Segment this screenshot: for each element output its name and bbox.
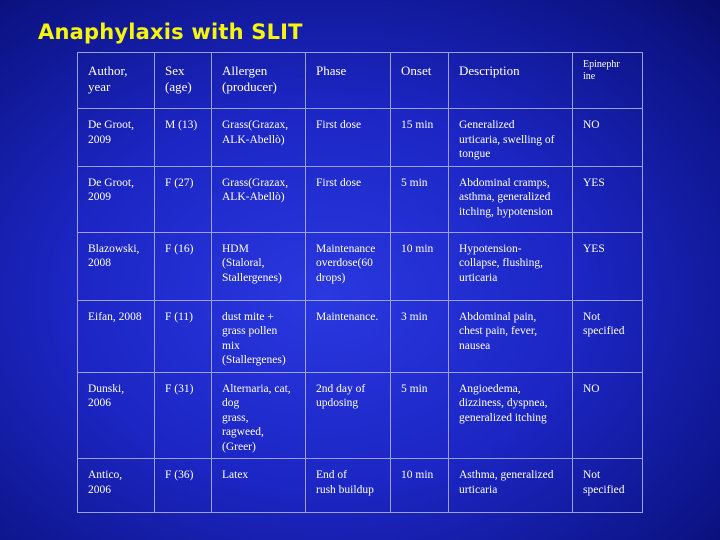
table-cell: Generalized urticaria, swelling of tongue <box>449 109 573 167</box>
table-cell: Hypotension- collapse, flushing, urticaria <box>449 232 573 300</box>
table-cell: 10 min <box>391 459 449 513</box>
header-cell: Epinephr ine <box>573 53 643 109</box>
table-cell: NO <box>573 109 643 167</box>
anaphylaxis-table <box>77 52 643 513</box>
header-cell: Sex (age) <box>155 53 212 109</box>
table-row <box>78 166 643 232</box>
table-cell: F (16) <box>155 232 212 300</box>
header-cell: Allergen (producer) <box>212 53 306 109</box>
table-cell: YES <box>573 232 643 300</box>
table-cell: Maintenance. <box>306 300 391 372</box>
table-cell: Asthma, generalized urticaria <box>449 459 573 513</box>
table-cell: De Groot, 2009 <box>78 109 155 167</box>
table-cell: Angioedema, dizziness, dyspnea, generalized itching <box>449 372 573 459</box>
table-cell: NO <box>573 372 643 459</box>
table-cell: Dunski, 2006 <box>78 372 155 459</box>
table-cell: F (27) <box>155 166 212 232</box>
table-row <box>78 459 643 513</box>
table-cell: Abdominal pain, chest pain, fever, nausea <box>449 300 573 372</box>
table-cell: Grass(Grazax, ALK-Abellò) <box>212 109 306 167</box>
table-cell: 10 min <box>391 232 449 300</box>
table-cell: Latex <box>212 459 306 513</box>
table-cell: Abdominal cramps, asthma, generalized itching, hypotension <box>449 166 573 232</box>
table-cell: dust mite + grass pollen mix (Stallergenes) <box>212 300 306 372</box>
table-cell: Grass(Grazax, ALK-Abellò) <box>212 166 306 232</box>
table-cell: 5 min <box>391 372 449 459</box>
table-cell: First dose <box>306 109 391 167</box>
table-cell: First dose <box>306 166 391 232</box>
table-cell: Not specified <box>573 300 643 372</box>
table-row <box>78 300 643 372</box>
table-cell: 2nd day of updosing <box>306 372 391 459</box>
table-cell: YES <box>573 166 643 232</box>
table-cell: Maintenance overdose(60 drops) <box>306 232 391 300</box>
table-cell: F (11) <box>155 300 212 372</box>
slide-title: Anaphylaxis with SLIT <box>38 20 303 44</box>
table-cell: Blazowski, 2008 <box>78 232 155 300</box>
table-row <box>78 232 643 300</box>
table-header-row <box>78 53 643 109</box>
table-cell: F (36) <box>155 459 212 513</box>
table-row <box>78 372 643 459</box>
header-cell: Phase <box>306 53 391 109</box>
header-cell: Onset <box>391 53 449 109</box>
header-cell: Description <box>449 53 573 109</box>
table-cell: Not specified <box>573 459 643 513</box>
table-cell: 15 min <box>391 109 449 167</box>
table-cell: F (31) <box>155 372 212 459</box>
table-cell: HDM (Staloral, Stallergenes) <box>212 232 306 300</box>
table-cell: M (13) <box>155 109 212 167</box>
table-cell: End of rush buildup <box>306 459 391 513</box>
header-cell: Author, year <box>78 53 155 109</box>
table-cell: 5 min <box>391 166 449 232</box>
table-row <box>78 109 643 167</box>
table-cell: De Groot, 2009 <box>78 166 155 232</box>
table-cell: Alternaria, cat, dog grass, ragweed, (Greer) <box>212 372 306 459</box>
table-cell: Eifan, 2008 <box>78 300 155 372</box>
table-cell: 3 min <box>391 300 449 372</box>
table-cell: Antico, 2006 <box>78 459 155 513</box>
